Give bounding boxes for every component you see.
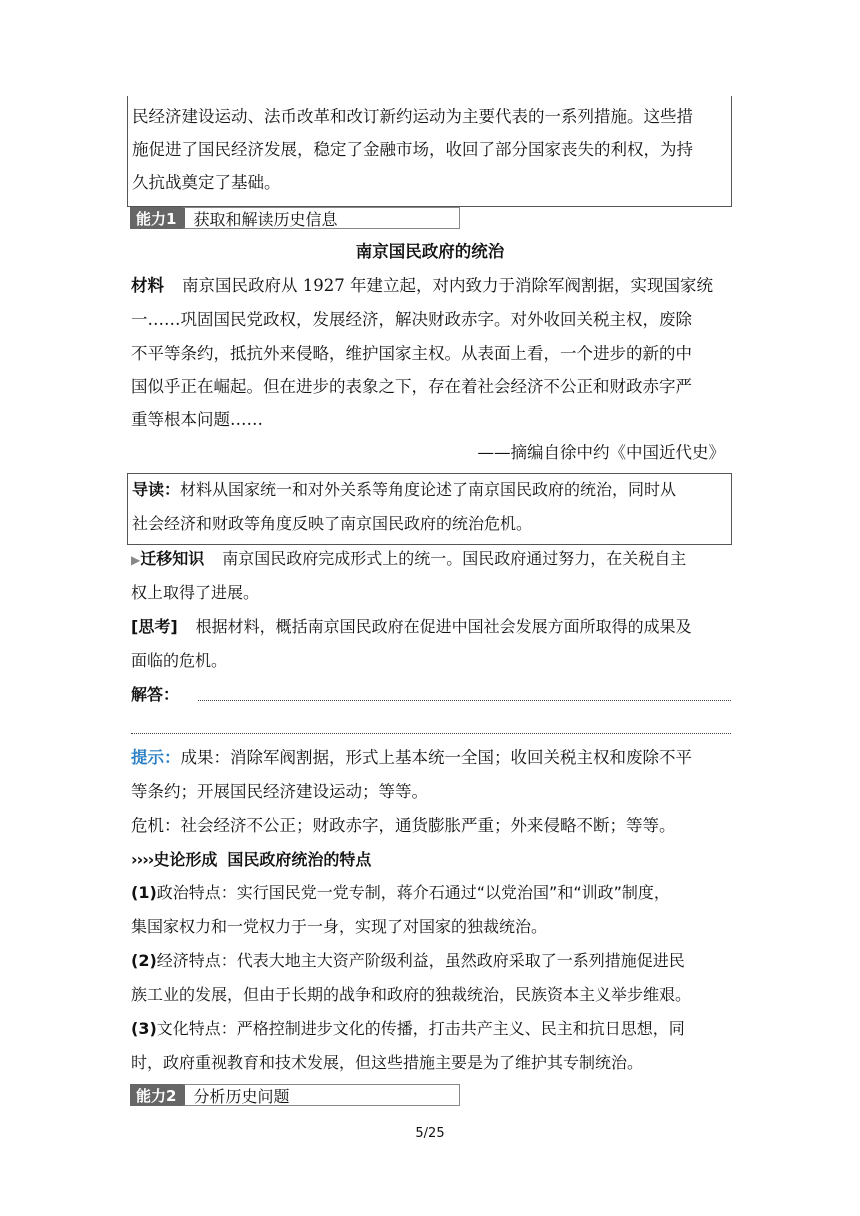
theory-item-3-line-1 <box>131 1019 685 1039</box>
ability1-tag <box>130 207 460 229</box>
material-line: 国似乎正在崛起。但在进步的表象之下，存在着社会经济不公正和财政赤字严 <box>131 377 692 396</box>
transfer-label: 迁移知识 <box>140 549 205 568</box>
guide-text-1: 材料从国家统一和对外关系等角度论述了南京国民政府的统治，同时从 <box>180 480 677 499</box>
intro-line: 施促进了国民经济发展，稳定了金融市场，收回了部分国家丧失的利权，为持 <box>132 140 693 159</box>
think-line-1 <box>131 617 692 637</box>
answer-line-2[interactable] <box>131 733 731 734</box>
ability1-badge: 能力1 <box>130 207 182 229</box>
ability2-badge: 能力2 <box>130 1084 182 1106</box>
triangle-icon: ▶ <box>131 553 141 567</box>
chevrons-icon: ›››› <box>131 850 154 869</box>
material-line: 一……巩固国民党政权，发展经济，解决财政赤字。对外收回关税主权，废除 <box>131 310 692 329</box>
think-line-2: 面临的危机。 <box>131 651 228 670</box>
page-number: 5/25 <box>415 1126 445 1141</box>
item-text: 经济特点：代表大地主大资产阶级利益，虽然政府采取了一系列措施促进民 <box>156 951 685 970</box>
hint-text-1: 成果：消除军阀割据，形式上基本统一全国；收回关税主权和废除不平 <box>180 748 692 767</box>
material-line-1 <box>131 276 713 296</box>
guide-line-1 <box>132 480 676 500</box>
answer-line-1[interactable] <box>198 700 731 701</box>
section-title: 南京国民政府的统治 <box>355 242 505 261</box>
ability2-tag <box>130 1084 460 1106</box>
item-text: 文化特点：严格控制进步文化的传播，打击共产主义、民主和抗日思想，同 <box>156 1019 685 1038</box>
material-source: ——摘编自徐中约《中国近代史》 <box>477 443 725 462</box>
item-number: (2) <box>131 951 157 970</box>
ability2-label: 分析历史问题 <box>182 1084 460 1106</box>
theory-item-1-line-2: 集国家权力和一党权力于一身，实现了对国家的独裁统治。 <box>131 917 548 936</box>
material-label: 材料 <box>131 276 164 295</box>
transfer-line-2: 权上取得了进展。 <box>131 583 260 602</box>
ability1-label: 获取和解读历史信息 <box>182 207 460 229</box>
intro-box <box>127 96 732 207</box>
hint-line-2: 等条约；开展国民经济建设运动；等等。 <box>131 782 428 801</box>
think-text-1: 根据材料，概括南京国民政府在促进中国社会发展方面所取得的成果及 <box>195 617 692 636</box>
hint-line-1 <box>131 748 692 768</box>
answer-label: 解答： <box>131 685 180 704</box>
transfer-line-1 <box>131 549 686 570</box>
think-label: [思考] <box>131 617 178 636</box>
item-number: (1) <box>131 883 157 902</box>
intro-line: 民经济建设运动、法币改革和改订新约运动为主要代表的一系列措施。这些措 <box>132 107 693 126</box>
theory-item-2-line-1 <box>131 951 685 971</box>
transfer-text-1: 南京国民政府完成形式上的统一。国民政府通过努力，在关税自主 <box>222 549 687 568</box>
guide-label: 导读： <box>132 480 181 499</box>
hint-label: 提示： <box>131 748 181 767</box>
theory-title: 国民政府统治的特点 <box>227 850 372 869</box>
guide-line-2: 社会经济和财政等角度反映了南京国民政府的统治危机。 <box>132 514 533 533</box>
item-number: (3) <box>131 1019 157 1038</box>
theory-item-1-line-1 <box>131 883 670 903</box>
theory-item-3-line-2: 时，政府重视教育和技术发展，但这些措施主要是为了维护其专制统治。 <box>131 1053 644 1072</box>
hint-line-3: 危机：社会经济不公正；财政赤字，通货膨胀严重；外来侵略不断；等等。 <box>131 816 676 835</box>
intro-line: 久抗战奠定了基础。 <box>132 173 281 192</box>
guide-box <box>127 473 732 545</box>
material-line: 不平等条约，抵抗外来侵略，维护国家主权。从表面上看，一个进步的新的中 <box>131 344 692 363</box>
material-line: 重等根本问题…… <box>131 410 263 429</box>
material-text: 南京国民政府从 1927 年建立起，对内致力于消除军阀割据，实现国家统 <box>182 276 713 295</box>
theory-heading <box>131 850 371 870</box>
theory-label: 史论形成 <box>153 850 218 869</box>
item-text: 政治特点：实行国民党一党专制，蒋介石通过“以党治国”和“训政”制度， <box>156 883 670 902</box>
theory-item-2-line-2: 族工业的发展，但由于长期的战争和政府的独裁统治，民族资本主义举步维艰。 <box>131 985 692 1004</box>
